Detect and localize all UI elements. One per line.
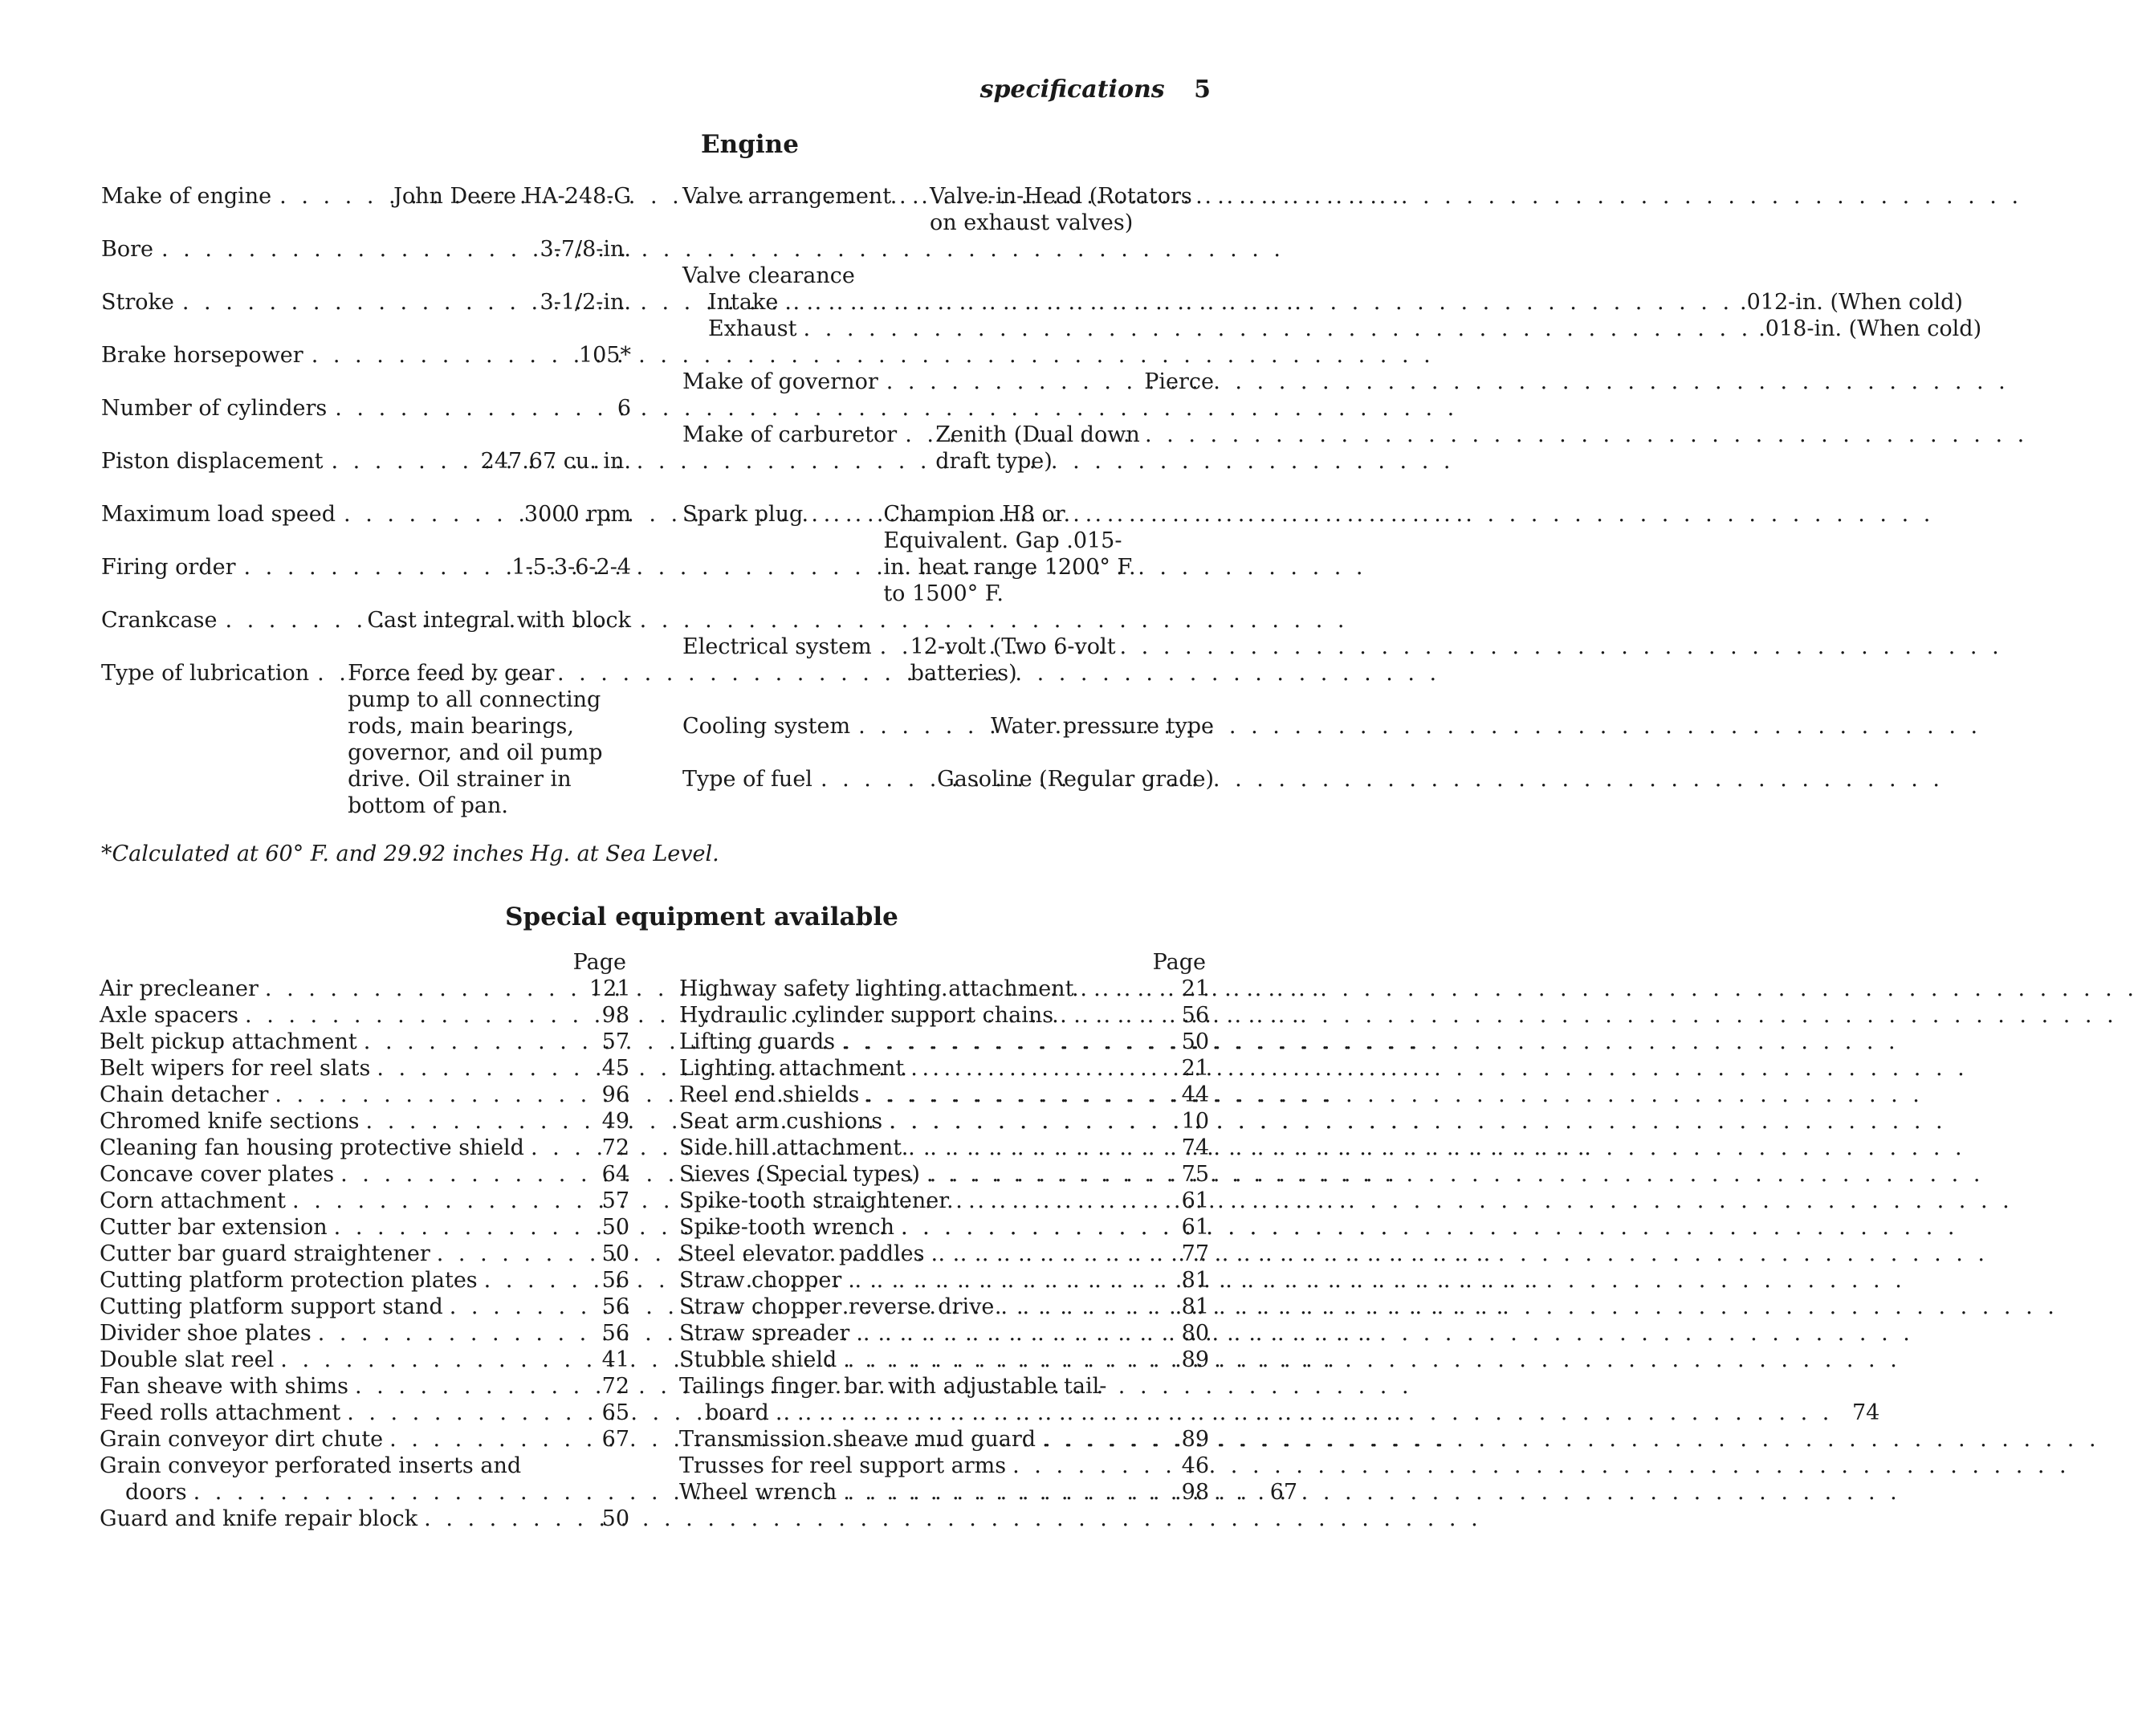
list-item: Wheel wrench . . . 98 xyxy=(679,1479,1209,1506)
list-item: Cutter bar guard straightener . . . 50 xyxy=(100,1241,629,1267)
list-item: Concave cover plates . . . 64 xyxy=(100,1161,629,1188)
running-head-title: specifications xyxy=(979,75,1165,104)
list-item: Double slat reel . . . 41 xyxy=(100,1347,629,1373)
spec-row: Exhaust . . . .018-in. (When cold) xyxy=(682,316,1214,342)
spec-row: Firing order . . . 1-5-3-6-2-4 xyxy=(101,554,631,581)
spec-row: Type of lubrication . . . Force feed by gear pump to all connecting rods, main bearings, governor, and oil pump drive. Oil strainer in bottom of pan. xyxy=(101,660,631,819)
list-item: Fan sheave with shims . . . 72 xyxy=(100,1373,629,1400)
list-item: Reel end shields . . . 44 xyxy=(679,1082,1209,1108)
engine-left-column xyxy=(101,183,631,846)
list-item: Straw chopper . . . 81 xyxy=(679,1267,1209,1294)
list-item: Lighting attachment . . . 21 xyxy=(679,1055,1209,1082)
special-equipment-heading: Special equipment available xyxy=(505,903,898,931)
engine-heading: Engine xyxy=(701,130,799,159)
list-item: Steel elevator paddles . . . 77 xyxy=(679,1241,1209,1267)
list-item: Cutting platform protection plates . . . 56 xyxy=(100,1267,629,1294)
list-item: Tailings finger bar with adjustable tail- board . . . 74 xyxy=(679,1373,1209,1426)
list-item: Cleaning fan housing protective shield . . . 72 xyxy=(100,1135,629,1161)
spec-row: Piston displacement . . . 247.67 cu. in. xyxy=(101,448,631,475)
list-item: Hydraulic cylinder support chains . . . 56 xyxy=(679,1002,1209,1029)
list-item: Grain conveyor dirt chute . . . 67 xyxy=(100,1426,629,1453)
engine-right-column xyxy=(682,183,1982,819)
list-item: Feed rolls attachment . . . 65 xyxy=(100,1400,629,1426)
list-item: Straw chopper reverse drive . . . 81 xyxy=(679,1294,1209,1320)
list-item: Axle spacers . . . 98 xyxy=(100,1002,629,1029)
spec-row: Maximum load speed . . . 3000 rpm xyxy=(101,501,631,528)
spec-row: Spark plug . . . Champion H8 or Equivalent. Gap .015-in. heat range 1200° F. to 1500° F. xyxy=(682,501,1214,607)
spec-row: Make of governor . . . Pierce xyxy=(682,369,1214,395)
list-item: Seat arm cushions . . . 10 xyxy=(679,1108,1209,1135)
list-item: Straw spreader . . . 80 xyxy=(679,1320,1209,1347)
spec-row: Bore . . . 3-7/8-in. xyxy=(101,236,631,263)
spec-row: Cooling system . . . Water pressure type xyxy=(682,713,1214,740)
spec-row: Valve arrangement . . . Valve-in-Head (Rotators on exhaust valves) xyxy=(682,183,1214,236)
spec-row: Make of carburetor . . . Zenith (Dual down draft type) xyxy=(682,422,1214,475)
spec-row: Intake . . . .012-in. (When cold) xyxy=(682,289,1214,316)
list-item: Grain conveyor perforated inserts and doors . . . 67 xyxy=(100,1453,629,1506)
list-item: Sieves (Special types) . . . 75 xyxy=(679,1161,1209,1188)
list-item: Lifting guards . . . 50 xyxy=(679,1029,1209,1055)
list-item: Spike-tooth wrench . . . 61 xyxy=(679,1214,1209,1241)
spec-row: Crankcase . . . Cast integral with block xyxy=(101,607,631,634)
spec-row: Stroke . . . 3-1/2-in. xyxy=(101,289,631,316)
page-column-header: Page xyxy=(572,950,626,975)
spec-row: Number of cylinders . . . 6 xyxy=(101,395,631,422)
list-item: Spike-tooth straightener . . . 61 xyxy=(679,1188,1209,1214)
spec-row: Electrical system . . . 12-volt (Two 6-volt batteries) xyxy=(682,634,1214,687)
list-item: Stubble shield . . . 89 xyxy=(679,1347,1209,1373)
list-item: Divider shoe plates . . . 56 xyxy=(100,1320,629,1347)
list-item: Transmission sheave mud guard . . . 89 xyxy=(679,1426,1209,1453)
list-item: Cutter bar extension . . . 50 xyxy=(100,1214,629,1241)
list-item: Belt wipers for reel slats . . . 45 xyxy=(100,1055,629,1082)
list-item: Guard and knife repair block . . . 50 xyxy=(100,1506,629,1532)
list-item: Corn attachment . . . 57 xyxy=(100,1188,629,1214)
spec-row: Type of fuel . . . Gasoline (Regular grade) xyxy=(682,766,1214,793)
list-item: Chromed knife sections . . . 49 xyxy=(100,1108,629,1135)
list-item: Cutting platform support stand . . . 56 xyxy=(100,1294,629,1320)
valve-clearance-label: Valve clearance xyxy=(682,263,855,288)
list-item: Chain detacher . . . 96 xyxy=(100,1082,629,1108)
list-item: Air precleaner . . . 121 xyxy=(100,976,629,1002)
list-item: Highway safety lighting attachment . . . 21 xyxy=(679,976,1209,1002)
list-item: Belt pickup attachment . . . 57 xyxy=(100,1029,629,1055)
list-item: Trusses for reel support arms . . . 46 xyxy=(679,1453,1209,1479)
spec-row: Brake horsepower . . . 105* xyxy=(101,342,631,369)
valve-clearance-block xyxy=(682,263,1982,342)
list-item: Side hill attachment . . . 74 xyxy=(679,1135,1209,1161)
footnote: *Calculated at 60° F. and 29.92 inches Hg. at Sea Level. xyxy=(101,842,719,866)
spec-row: Make of engine . . . John Deere HA-248-G xyxy=(101,183,631,210)
page-number: 5 xyxy=(1194,75,1211,104)
running-head xyxy=(980,75,1211,104)
page-column-header: Page xyxy=(1152,950,1206,975)
